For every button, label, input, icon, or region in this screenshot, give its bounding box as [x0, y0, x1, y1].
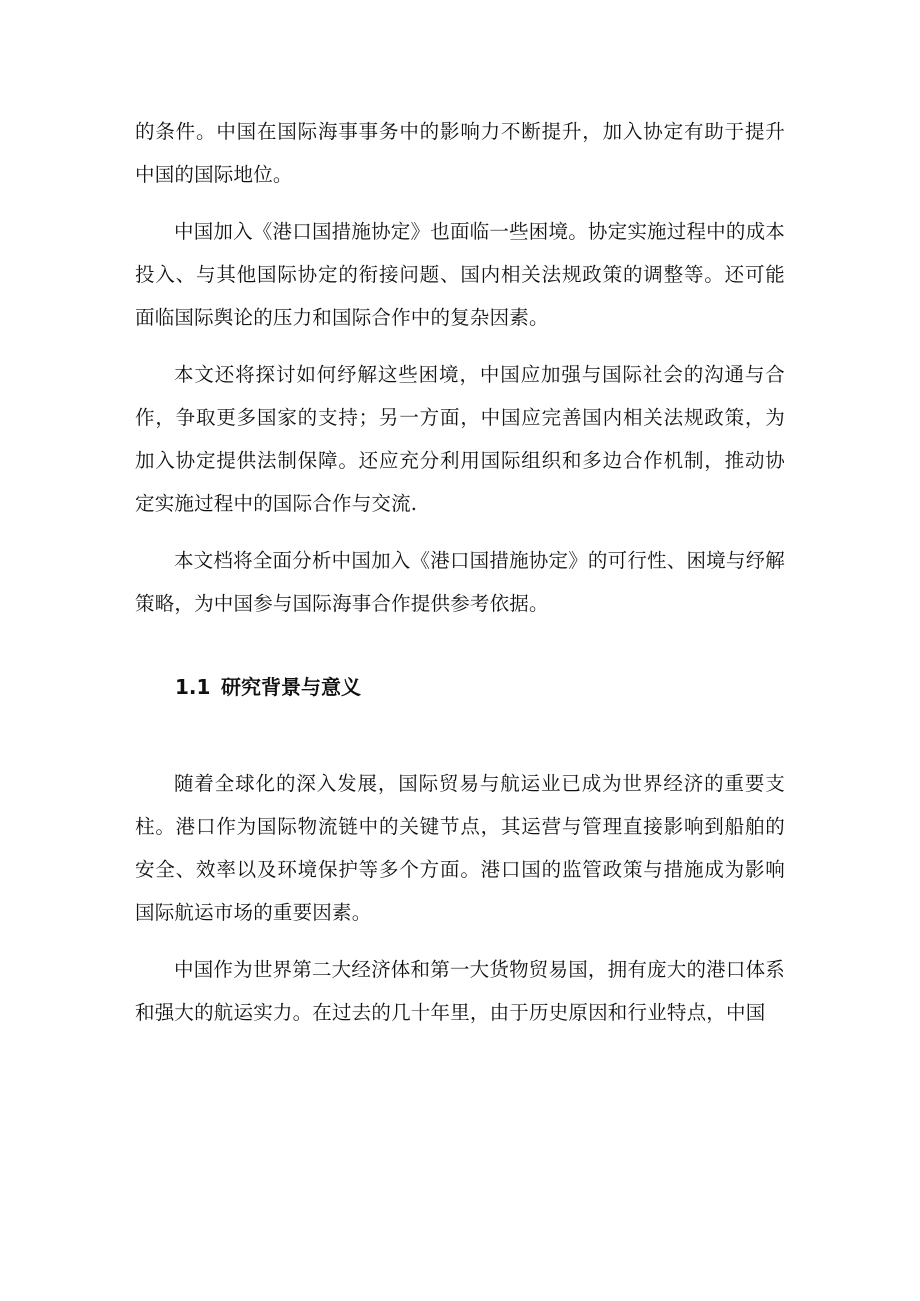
section-heading — [135, 667, 785, 707]
paragraph-solutions: 本文还将探讨如何纾解这些困境，中国应加强与国际社会的沟通与合作，争取更多国家的支持；另一方面，中国应完善国内相关法规政策，为加入协定提供法制保障。还应充分利用国际组织和多边合作机制，推动协定实施过程中的国际合作与交流. — [135, 363, 785, 515]
paragraph-difficulties: 中国加入《港口国措施协定》也面临一些困境。协定实施过程中的成本投入、与其他国际协定的衔接问题、国内相关法规政策的调整等。还可能面临国际舆论的压力和国际合作中的复杂因素。 — [135, 220, 785, 329]
paragraph-china-context: 中国作为世界第二大经济体和第一大货物贸易国，拥有庞大的港口体系和强大的航运实力。在过去的几十年里，由于历史原因和行业特点，中国 — [135, 958, 785, 1024]
paragraph-continuation: 的条件。中国在国际海事事务中的影响力不断提升，加入协定有助于提升中国的国际地位。 — [135, 120, 785, 186]
paragraph-summary: 本文档将全面分析中国加入《港口国措施协定》的可行性、困境与纾解策略，为中国参与国际海事合作提供参考依据。 — [135, 549, 785, 615]
paragraph-background: 随着全球化的深入发展，国际贸易与航运业已成为世界经济的重要支柱。港口作为国际物流链中的关键节点，其运营与管理直接影响到船舶的安全、效率以及环境保护等多个方面。港口国的监管政策与措施成为影响国际航运市场的重要因素。 — [135, 772, 785, 924]
section-number: 1.1 — [175, 675, 211, 699]
section-title: 研究背景与意义 — [221, 675, 361, 699]
document-body — [135, 110, 785, 1048]
